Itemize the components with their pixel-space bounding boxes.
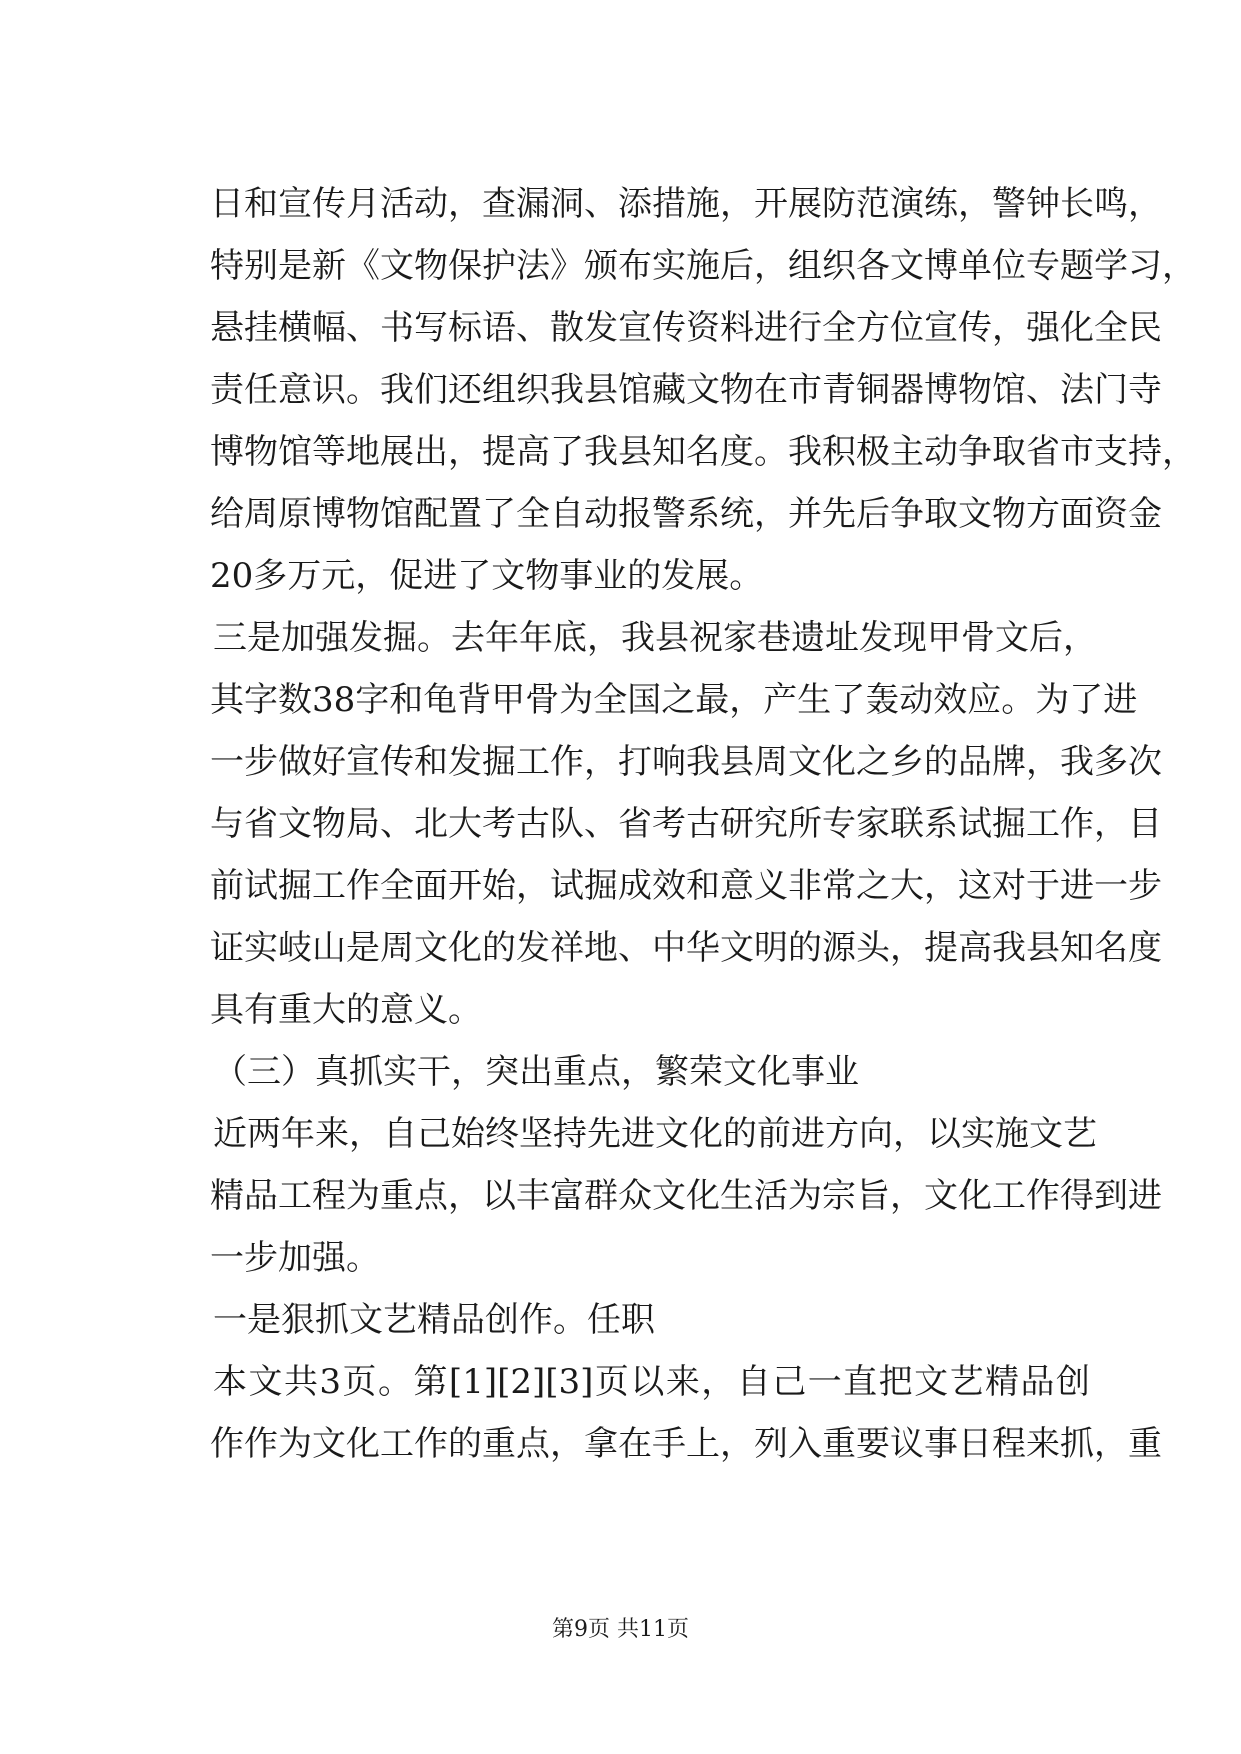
body-text-line: 作作为文化工作的重点，拿在手上，列入重要议事日程来抓，重	[210, 1424, 1162, 1464]
body-text-line: 一步做好宣传和发掘工作，打响我县周文化之乡的品牌，我多次	[210, 742, 1162, 782]
paragraph-start-line: 一是狠抓文艺精品创作。任职	[213, 1300, 655, 1340]
section-heading: （三）真抓实干，突出重点，繁荣文化事业	[213, 1052, 859, 1092]
body-text-line: 证实岐山是周文化的发祥地、中华文明的源头，提高我县知名度	[210, 928, 1162, 968]
body-text-line: 悬挂横幅、书写标语、散发宣传资料进行全方位宣传，强化全民	[210, 308, 1162, 348]
body-text-line: 与省文物局、北大考古队、省考古研究所专家联系试掘工作，目	[210, 804, 1162, 844]
paragraph-start-line: 近两年来，自己始终坚持先进文化的前进方向，以实施文艺	[213, 1114, 1097, 1154]
body-text-line: 前试掘工作全面开始，试掘成效和意义非常之大，这对于进一步	[210, 866, 1162, 906]
body-text-line: 其字数38字和龟背甲骨为全国之最，产生了轰动效应。为了进	[210, 680, 1138, 720]
body-text-line: 具有重大的意义。	[210, 990, 482, 1030]
body-text-line: 博物馆等地展出，提高了我县知名度。我积极主动争取省市支持，	[210, 432, 1196, 472]
page-footer: 第9页 共11页	[552, 1617, 689, 1642]
body-text-line: 精品工程为重点，以丰富群众文化生活为宗旨，文化工作得到进	[210, 1176, 1162, 1216]
body-text-line: 特别是新《文物保护法》颁布实施后，组织各文博单位专题学习，	[210, 246, 1196, 286]
body-text-line: 给周原博物馆配置了全自动报警系统，并先后争取文物方面资金	[210, 494, 1162, 534]
body-text-line: 责任意识。我们还组织我县馆藏文物在市青铜器博物馆、法门寺	[210, 370, 1162, 410]
body-text-line: 日和宣传月活动，查漏洞、添措施，开展防范演练，警钟长鸣，	[210, 184, 1162, 224]
body-text-line: 20多万元，促进了文物事业的发展。	[210, 556, 764, 596]
paragraph-start-line: 三是加强发掘。去年年底，我县祝家巷遗址发现甲骨文后，	[213, 618, 1097, 658]
body-text-line: 一步加强。	[210, 1238, 380, 1278]
paragraph-start-line: 本文共3页。第[1][2][3]页以来，自己一直把文艺精品创	[213, 1362, 1090, 1402]
